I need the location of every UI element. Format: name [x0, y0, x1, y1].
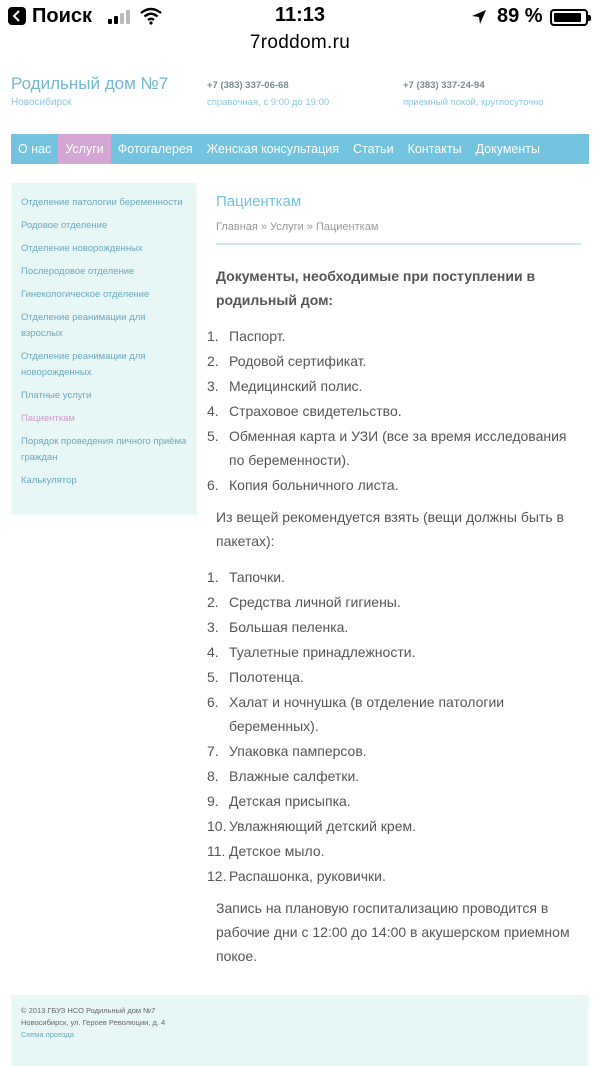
- sidebar-item-newborn-icu[interactable]: Отделение реанимации для новорожденных: [21, 351, 146, 378]
- clock: 11:13: [274, 4, 326, 26]
- sidebar-item-patients[interactable]: Пациенткам: [21, 413, 75, 424]
- hospitalization-note: Запись на плановую госпитализацию проводится в рабочие дни с 12:00 до 14:00 в акушерском приемном покое.: [216, 900, 570, 964]
- breadcrumb: [216, 221, 581, 245]
- list-item: 11. Детское мыло.: [207, 843, 325, 859]
- list-item: 6. Халат и ночнушка (в отделение патологии беременных).: [207, 694, 505, 734]
- battery-icon: [550, 9, 588, 26]
- battery-percentage: 89 %: [497, 5, 543, 27]
- breadcrumb-home[interactable]: Главная: [216, 221, 258, 233]
- site-city: Новосибирск: [11, 97, 72, 108]
- documents-list: [207, 324, 581, 497]
- phone-reference[interactable]: +7 (383) 337-06-68: [207, 80, 289, 91]
- breadcrumb-separator: »: [260, 221, 267, 233]
- list-item: 3. Медицинский полис.: [207, 378, 363, 394]
- sidebar-item-reception-order[interactable]: Порядок проведения личного приёма граждан: [21, 436, 187, 463]
- site-header: [11, 74, 589, 114]
- main-content: [207, 193, 581, 968]
- list-item: 5. Обменная карта и УЗИ (все за время исследования по беременности).: [207, 428, 567, 468]
- list-item: 6. Копия больничного листа.: [207, 477, 399, 493]
- nav-item-articles[interactable]: Статьи: [353, 142, 394, 156]
- list-item: 2. Родовой сертификат.: [207, 353, 367, 369]
- nav-item-documents[interactable]: Документы: [475, 142, 540, 156]
- sidebar: [11, 183, 197, 515]
- footer: [11, 995, 589, 1066]
- phone-reception-note: приемный покой, круглосуточно: [403, 97, 544, 108]
- nav-item-womens-clinic[interactable]: Женская консультация: [206, 142, 340, 156]
- sidebar-item-gynecology[interactable]: Гинекологическое отделение: [21, 289, 150, 300]
- breadcrumb-current: Пациенткам: [315, 221, 379, 233]
- items-list: [207, 565, 581, 888]
- list-item: 1. Тапочки.: [207, 569, 285, 585]
- list-item: 7. Упаковка памперсов.: [207, 743, 367, 759]
- breadcrumb-services[interactable]: Услуги: [270, 221, 304, 233]
- sidebar-item-calculator[interactable]: Калькулятор: [21, 475, 77, 486]
- nav-item-about[interactable]: О нас: [18, 142, 52, 156]
- footer-copyright: © 2013 ГБУЗ НСО Родильный дом №7: [21, 1006, 156, 1015]
- battery-fill: [554, 13, 581, 22]
- footer-map-link[interactable]: Схема проезда: [21, 1030, 74, 1039]
- footer-address: Новосибирск, ул. Героев Революции, д. 4: [21, 1018, 166, 1027]
- list-item: 4. Страховое свидетельство.: [207, 403, 402, 419]
- status-bar: [0, 0, 600, 34]
- sidebar-item-maternity[interactable]: Родовое отделение: [21, 220, 108, 231]
- page-title: Пациенткам: [216, 193, 302, 210]
- list-item: 12. Распашонка, руковички.: [207, 868, 386, 884]
- back-to-search-link[interactable]: Поиск: [32, 5, 93, 27]
- sidebar-item-paid-services[interactable]: Платные услуги: [21, 390, 92, 401]
- sidebar-item-postpartum[interactable]: Послеродовое отделение: [21, 266, 135, 277]
- list-item: 8. Влажные салфетки.: [207, 768, 360, 784]
- list-item: 5. Полотенца.: [207, 669, 304, 685]
- breadcrumb-separator: »: [306, 221, 313, 233]
- phone-reference-note: справочная, с 9:00 до 19:00: [207, 97, 330, 108]
- list-item: 4. Туалетные принадлежности.: [207, 644, 416, 660]
- sidebar-item-adult-icu[interactable]: Отделение реанимации для взрослых: [21, 312, 146, 339]
- phone-reception[interactable]: +7 (383) 337-24-94: [403, 80, 485, 91]
- nav-item-contacts[interactable]: Контакты: [407, 142, 462, 156]
- nav-item-services[interactable]: Услуги: [58, 134, 110, 164]
- main-nav: [11, 134, 589, 164]
- url-bar[interactable]: 7roddom.ru: [249, 32, 351, 53]
- site-logo-title[interactable]: Родильный дом №7: [11, 74, 169, 93]
- list-item: 1. Паспорт.: [207, 328, 286, 344]
- list-item: 9. Детская присыпка.: [207, 793, 351, 809]
- nav-item-gallery[interactable]: Фотогалерея: [117, 142, 193, 156]
- list-item: 10. Увлажняющий детский крем.: [207, 818, 417, 834]
- documents-heading: Документы, необходимые при поступлении в родильный дом:: [216, 268, 536, 308]
- items-intro: Из вещей рекомендуется взять (вещи должны быть в пакетах):: [216, 509, 564, 549]
- sidebar-item-pathology[interactable]: Отделение патологии беременности: [21, 197, 183, 208]
- list-item: 2. Средства личной гигиены.: [207, 594, 401, 610]
- sidebar-item-newborns[interactable]: Отделение новорожденных: [21, 243, 143, 254]
- list-item: 3. Большая пеленка.: [207, 619, 349, 635]
- location-arrow-icon: [470, 8, 488, 26]
